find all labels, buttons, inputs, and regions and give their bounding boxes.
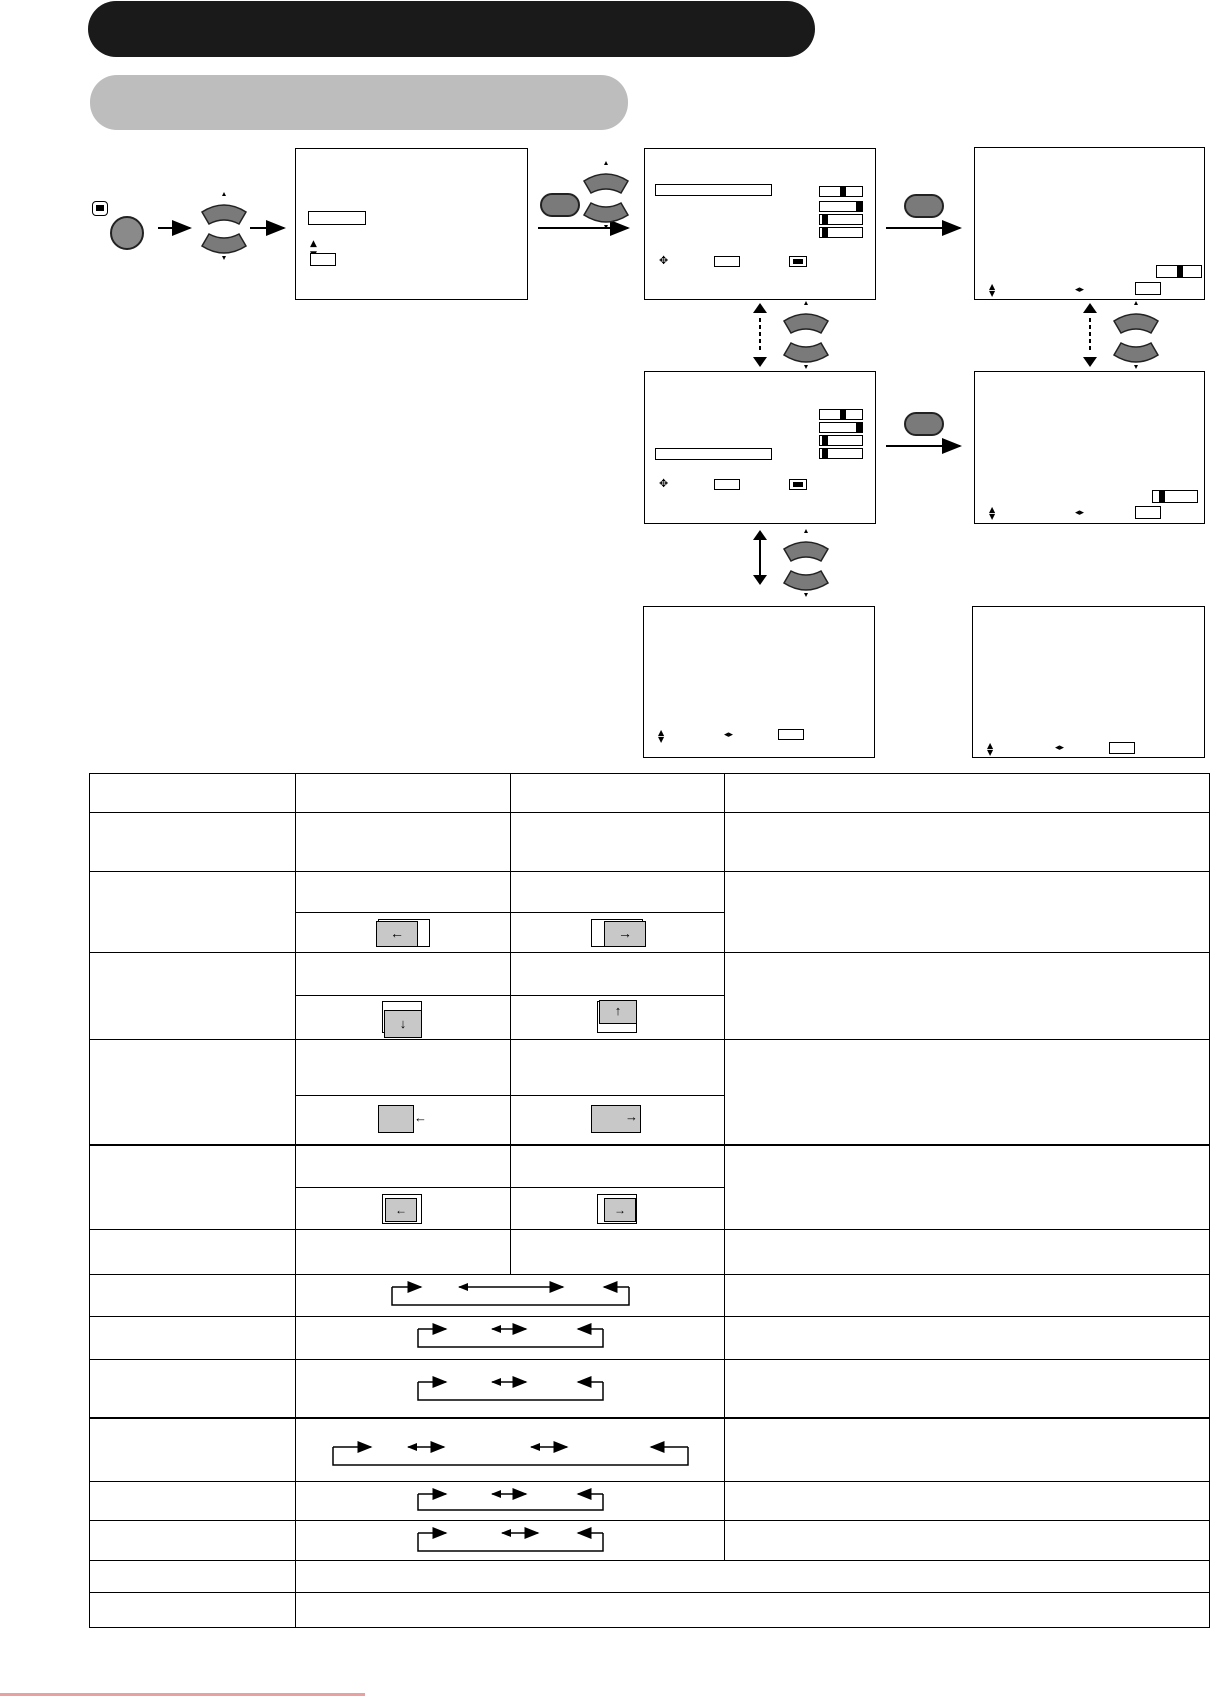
menu-highlight — [308, 211, 366, 225]
main-menu-screen — [295, 148, 528, 300]
select-button[interactable] — [904, 194, 944, 218]
info-screen-2 — [972, 606, 1205, 758]
select-button[interactable] — [904, 412, 944, 436]
level-bar — [819, 448, 863, 459]
level-bar — [819, 227, 863, 238]
table-row — [90, 1482, 1210, 1521]
leftright-arrow-icon: ◂▸ — [1075, 285, 1085, 295]
up-down-button-icon[interactable] — [778, 531, 838, 603]
table-row — [90, 1521, 1210, 1561]
sub-screen-2 — [974, 371, 1205, 524]
table-row — [90, 1561, 1210, 1593]
leftright-arrow-icon: ◂▸ — [1075, 508, 1085, 518]
level-bar — [819, 409, 863, 420]
up-down-button-icon[interactable] — [578, 163, 638, 235]
table-row — [90, 813, 1210, 872]
table-row — [90, 1230, 1210, 1275]
return-icon — [1135, 506, 1161, 519]
return-icon — [714, 479, 740, 490]
item-highlight — [655, 184, 772, 196]
cycle-diagram — [296, 1419, 726, 1481]
cross-arrow-icon: ✥ — [659, 477, 669, 490]
table-row — [90, 1040, 1210, 1096]
menu-box — [310, 253, 336, 266]
shift-right-icon: → — [591, 919, 643, 947]
up-down-button-icon[interactable] — [1108, 303, 1168, 375]
adjust-screen-1 — [644, 148, 876, 300]
return-icon — [778, 729, 804, 740]
shift-up-icon: ↑ — [597, 1001, 637, 1033]
return-icon — [1109, 742, 1135, 754]
cross-arrow-icon: ✥ — [659, 254, 669, 267]
cycle-diagram — [296, 1275, 726, 1315]
level-bar — [1156, 265, 1202, 278]
updown-arrow-icon: ▲ ▼ — [658, 728, 665, 744]
table-header-cell — [296, 774, 511, 813]
table-row — [90, 1360, 1210, 1418]
cycle-diagram — [296, 1521, 726, 1559]
table-row — [90, 953, 1210, 996]
table-row — [90, 1317, 1210, 1360]
level-bar — [819, 201, 863, 212]
menu-icon — [789, 479, 807, 490]
footer-rule — [0, 1693, 365, 1696]
level-bar — [819, 186, 863, 197]
width-increase-icon: → — [591, 1105, 641, 1133]
table-row: ← → — [90, 1096, 1210, 1145]
leftright-arrow-icon: ◂▸ — [1055, 743, 1065, 753]
updown-arrow-icon: ▲ ▼ — [987, 741, 994, 757]
table-header-cell — [511, 774, 725, 813]
return-icon — [714, 256, 740, 267]
level-bar — [819, 214, 863, 225]
level-bar — [819, 435, 863, 446]
adjust-screen-2 — [644, 371, 876, 524]
info-screen-1 — [643, 606, 875, 758]
table-row — [90, 1145, 1210, 1188]
table-row — [90, 1593, 1210, 1628]
up-down-button-icon[interactable] — [196, 194, 256, 266]
table-row — [90, 1275, 1210, 1317]
table-row — [90, 1418, 1210, 1482]
settings-table — [89, 773, 1210, 1628]
menu-icon — [789, 256, 807, 267]
updown-arrow-icon: ▲ — [310, 239, 317, 249]
table-header-cell — [725, 774, 1210, 813]
item-highlight — [655, 448, 772, 460]
shift-left-icon: ← — [378, 919, 430, 947]
width-decrease-icon — [378, 1105, 414, 1133]
return-icon — [1135, 282, 1161, 295]
sub-screen-1 — [974, 147, 1205, 300]
cycle-diagram — [296, 1360, 726, 1416]
level-bar — [819, 422, 863, 433]
level-bar — [1152, 490, 1198, 503]
table-row — [90, 872, 1210, 913]
cycle-diagram — [296, 1482, 726, 1520]
table-header-row — [90, 774, 1210, 813]
leftright-arrow-icon: ◂▸ — [724, 730, 734, 740]
updown-arrow-icon: ▲ ▼ — [989, 282, 996, 298]
up-down-button-icon[interactable] — [778, 303, 838, 375]
select-button[interactable] — [540, 193, 580, 217]
shift-down-icon: ↓ — [382, 1001, 422, 1033]
updown-arrow-icon: ▲ ▼ — [989, 505, 996, 521]
table-header-cell — [90, 774, 296, 813]
phase-right-icon: → — [597, 1194, 637, 1224]
cycle-diagram — [296, 1317, 726, 1357]
phase-left-icon: ← — [382, 1194, 422, 1224]
